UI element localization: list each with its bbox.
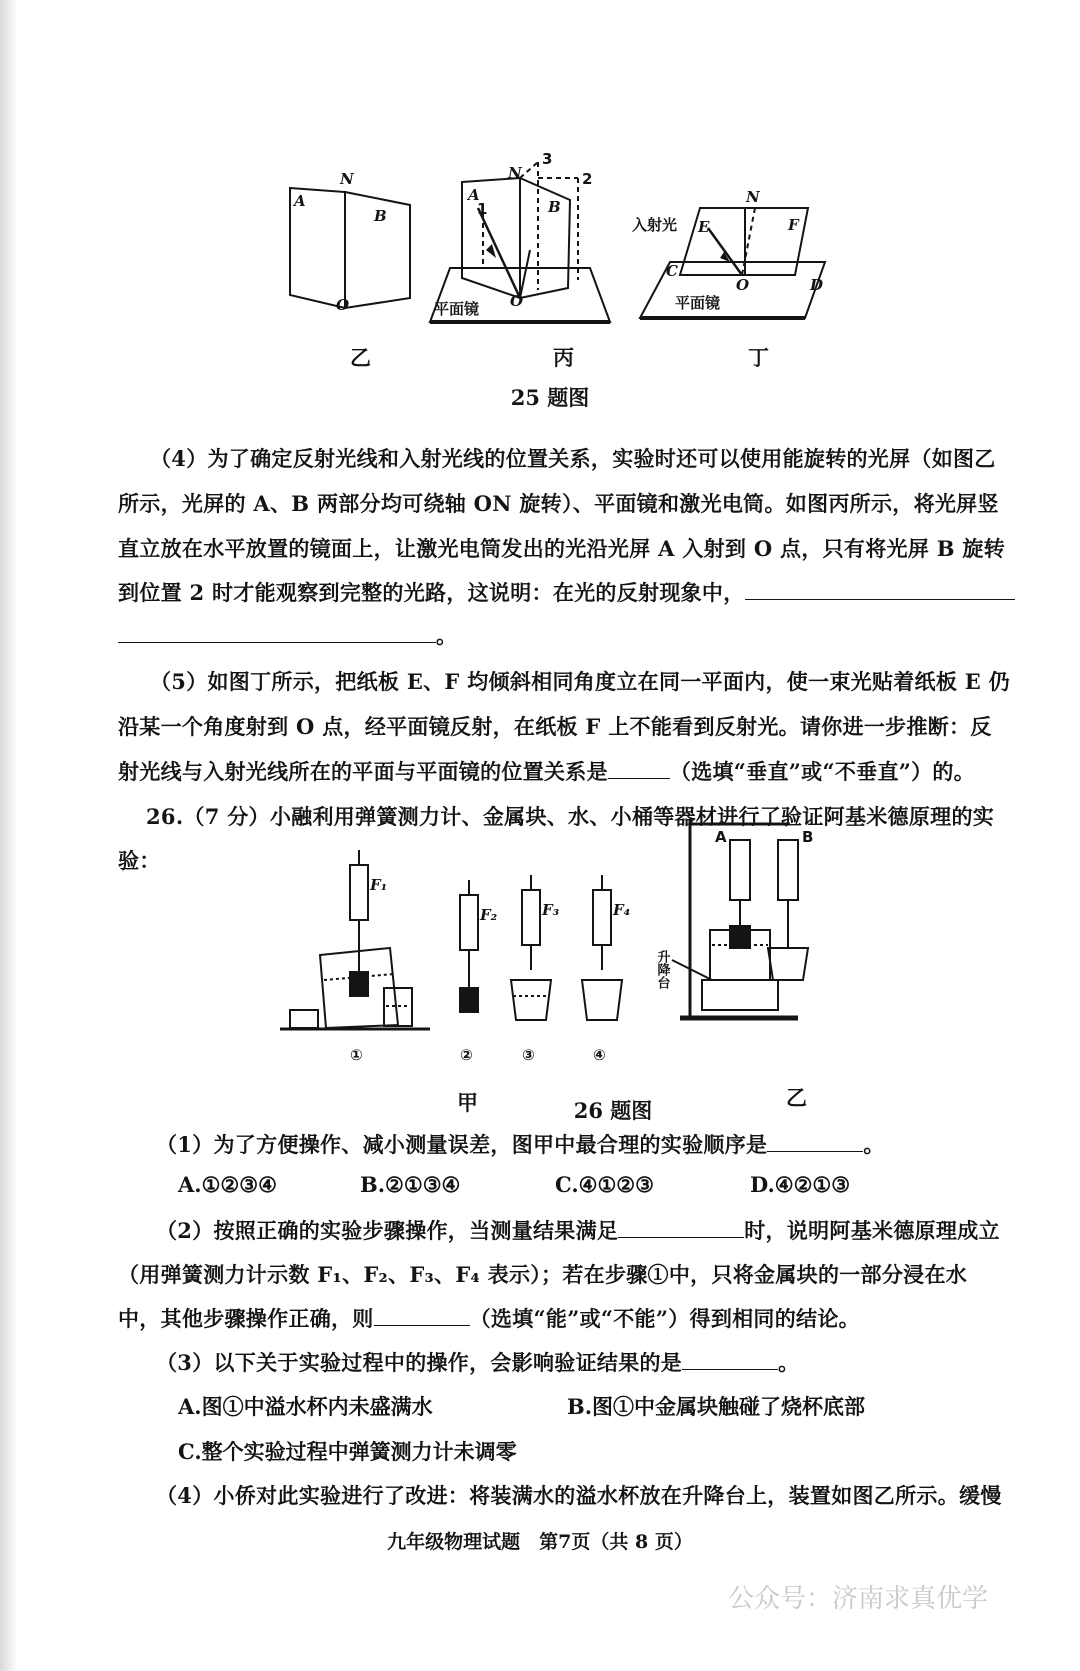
ding-d-label: D [810, 276, 824, 294]
yi-a-label: A [294, 192, 306, 210]
q25-4-line4 [118, 577, 1015, 607]
q25-4-line5-end: 。 [436, 623, 458, 648]
ding-n-label: N [746, 188, 760, 206]
bing-n-label: N [508, 164, 522, 182]
q26-2-line3-text-b: （选填“能”或“不能”）得到相同的结论。 [469, 1306, 860, 1331]
fig26-f2-label: F₂ [480, 906, 498, 924]
ding-e-label: E [698, 218, 710, 236]
yi-o-label: O [336, 296, 350, 314]
q26-4-line1: （4）小侨对此实验进行了改进：将装满水的溢水杯放在升降台上，装置如图乙所示。缓慢 [156, 1483, 1002, 1508]
fig26-f1-label: F₁ [370, 876, 388, 894]
q25-4-line1: （4）为了确定反射光线和入射光线的位置关系，实验时还可以使用能旋转的光屏（如图乙 [150, 446, 996, 471]
q26-1-answer-blank[interactable] [767, 1131, 863, 1152]
q25-5-line3-text-a: 射光线与入射光线所在的平面与平面镜的位置关系是 [118, 759, 608, 784]
fig26-step3-label: ③ [522, 1046, 535, 1064]
fig26-scale-a-label: A [715, 828, 727, 846]
bing-a-label: A [468, 186, 480, 204]
page-edge-shadow [0, 0, 18, 1671]
q26-3-line [156, 1347, 799, 1377]
fig26-scale-b-label: B [802, 828, 814, 846]
q25-5-answer-blank[interactable] [608, 758, 670, 779]
q26-1-end: 。 [863, 1132, 885, 1157]
fig26-f3-label: F₃ [542, 901, 560, 919]
yi-b-label: B [374, 207, 387, 225]
q25-5-line2: 沿某一个角度射到 O 点，经平面镜反射，在纸板 F 上不能看到反射光。请你进一步推断：反 [118, 714, 992, 739]
fig26-step1-label: ① [350, 1046, 363, 1064]
q25-4-line3: 直立放在水平放置的镜面上，让激光电筒发出的光沿光屏 A 入射到 O 点，只有将光屏 B 旋转 [118, 536, 1005, 561]
q26-1-option-d[interactable]: D.④②①③ [750, 1172, 851, 1197]
fig26-lift-label: 升降台 [654, 950, 670, 989]
q26-1-text: （1）为了方便操作、减小测量误差，图甲中最合理的实验顺序是 [156, 1132, 768, 1157]
q26-3-option-a[interactable]: A.图①中溢水杯内未盛满水 [178, 1394, 433, 1419]
step1-apparatus [280, 850, 430, 1029]
fig26-jia-caption: 甲 [457, 1090, 478, 1115]
q25-4-line4-text: 到位置 2 时才能观察到完整的光路，这说明：在光的反射现象中， [118, 580, 745, 605]
step2-apparatus [460, 880, 478, 1012]
watermark: 公众号：济南求真优学 [728, 1584, 989, 1614]
step1-spring-scale [350, 865, 368, 920]
fig26-f4-label: F₄ [613, 901, 631, 919]
fig25-yi-caption: 乙 [350, 345, 371, 370]
bing-o-label: O [510, 292, 524, 310]
ding-f-label: F [788, 216, 799, 234]
q25-4-line2: 所示，光屏的 A、B 两部分均可绕轴 ON 旋转）、平面镜和激光电筒。如图丙所示，将光屏竖 [118, 491, 999, 516]
fig25-ding-caption: 丁 [748, 345, 769, 370]
bing-mirror-label: 平面镜 [434, 300, 480, 318]
step4-apparatus [582, 875, 622, 1020]
bing-pos2-label: 2 [582, 170, 593, 188]
step3-apparatus [511, 875, 551, 1020]
q26-2-line2: （用弹簧测力计示数 F₁、F₂、F₃、F₄ 表示）；若在步骤①中，只将金属块的一部分浸在水 [118, 1262, 968, 1287]
ding-mirror-label: 平面镜 [675, 294, 721, 312]
q26-1-option-c[interactable]: C.④①②③ [555, 1172, 654, 1197]
q26-2-line1-text-a: （2）按照正确的实验步骤操作，当测量结果满足 [156, 1218, 619, 1243]
q26-3-option-b[interactable]: B.图①中金属块触碰了烧杯底部 [567, 1394, 866, 1419]
ding-o-label: O [736, 276, 750, 294]
q26-1-option-a[interactable]: A.①②③④ [178, 1172, 277, 1197]
fig25-bing-caption: 丙 [553, 345, 574, 370]
bing-b-label: B [548, 198, 561, 216]
fig26-step2-label: ② [460, 1046, 473, 1064]
q25-4-answer-blank-a[interactable] [745, 579, 1015, 600]
q26-2-answer-blank-b[interactable] [374, 1305, 470, 1326]
bing-pos1-label: 1 [477, 200, 488, 218]
q26-2-line1 [156, 1215, 1000, 1245]
q26-3-option-c[interactable]: C.整个实验过程中弹簧测力计未调零 [178, 1439, 517, 1464]
figure-26 [290, 820, 870, 1064]
figure-26-drawing [290, 820, 870, 1064]
bing-pos3-label: 3 [542, 150, 553, 168]
q26-2-line3-text-a: 中，其他步骤操作正确，则 [118, 1306, 374, 1331]
q26-2-answer-blank-a[interactable] [618, 1217, 744, 1238]
fig25-caption: 25 题图 [510, 385, 590, 410]
figure-25-yi [290, 188, 410, 308]
q25-5-line3-text-b: （选填“垂直”或“不垂直”）的。 [669, 759, 976, 784]
bing-screen-b [520, 178, 570, 298]
q25-5-line3 [118, 756, 975, 786]
ding-incident-label: 入射光 [632, 216, 678, 234]
q26-line1: 26.（7 分）小融利用弹簧测力计、金属块、水、小桶等器材进行了验证阿基米德原理的实 [146, 804, 995, 829]
page-footer: 九年级物理试题 第7页（共 8 页） [387, 1531, 693, 1553]
q25-5-line1: （5）如图丁所示，把纸板 E、F 均倾斜相同角度立在同一平面内，使一束光贴着纸板 E 仍 [150, 669, 1010, 694]
q26-2-line1-text-b: 时，说明阿基米德原理成立 [744, 1218, 1000, 1243]
q26-1-option-b[interactable]: B.②①③④ [360, 1172, 461, 1197]
yi-n-label: N [340, 170, 354, 188]
fig26-step4-label: ④ [593, 1046, 606, 1064]
q26-2-line3 [118, 1303, 860, 1333]
q26-3-end: 。 [778, 1350, 800, 1375]
q26-1-line [156, 1129, 885, 1159]
q25-4-answer-blank-b[interactable] [118, 622, 436, 643]
q25-4-line5 [118, 620, 457, 650]
fig26-caption: 26 题图 [573, 1098, 653, 1123]
q26-line2: 验： [118, 848, 161, 873]
q26-3-text: （3）以下关于实验过程中的操作，会影响验证结果的是 [156, 1350, 683, 1375]
ding-c-label: C [666, 262, 678, 280]
q26-3-answer-blank[interactable] [682, 1349, 778, 1370]
figure-26-yi-apparatus [672, 820, 808, 1020]
fig26-yi-caption: 乙 [786, 1085, 807, 1110]
